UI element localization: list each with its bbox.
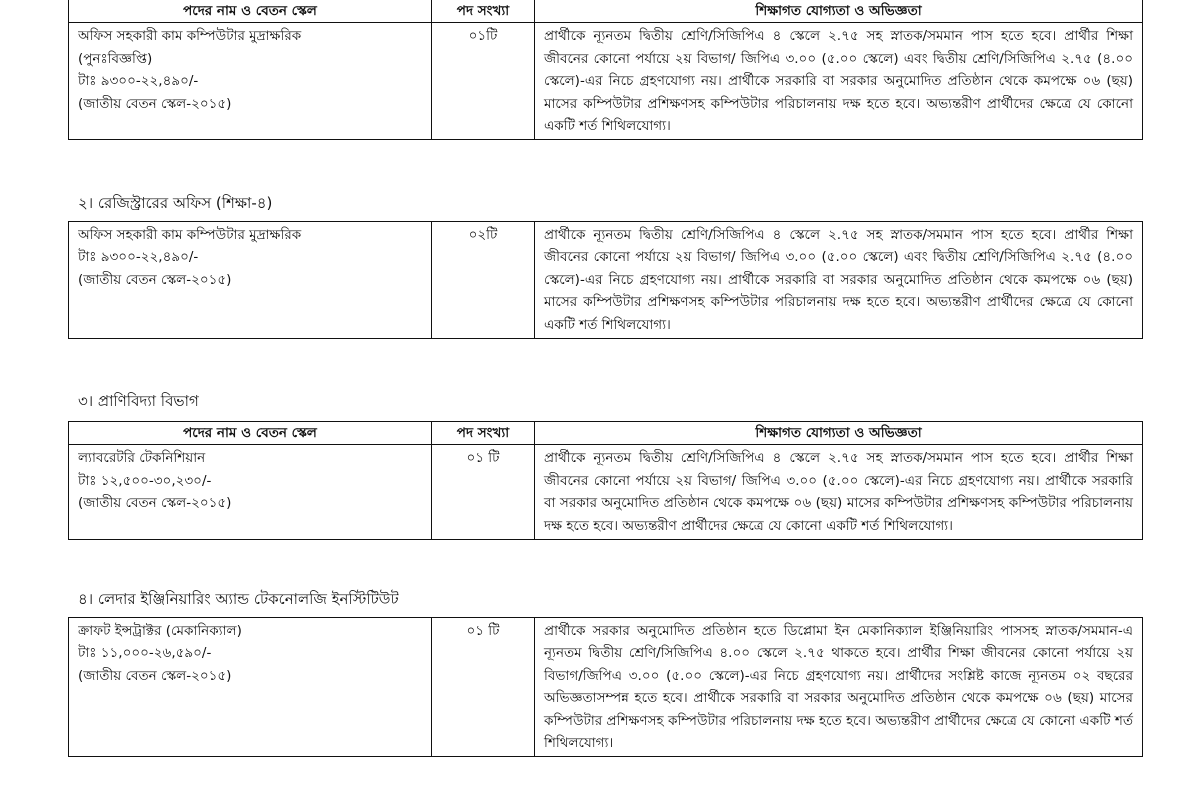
post-cell: [69, 23, 432, 140]
table-row: [69, 445, 1143, 540]
job-table-3: [68, 421, 1143, 540]
post-pay-scale: (জাতীয় বেতন স্কেল-২০১৫): [78, 271, 232, 288]
post-title: অফিস সহকারী কাম কম্পিউটার মুদ্রাক্ষরিক: [78, 28, 302, 45]
table-row: [69, 23, 1143, 140]
qualification-text: প্রার্থীকে ন্যূনতম দ্বিতীয় শ্রেণি/সিজিপিএ ৪ স্কেলে ২.৭৫ সহ স্নাতক/সমমান পাস হতে হবে। প্রার্থীর শিক্ষা জীবনের কোনো পর্যায়ে ২য় বিভাগ/ জিপিএ ৩.০০ (৫.০০ স্কেলে) এবং দ্বিতীয় শ্রেণি/সিজিপিএ ২.৭৫ (৪.০০ স্কেলে)-এর নিচে গ্রহণযোগ্য নয়। প্রার্থীকে সরকারি বা সরকার অনুমোদিত প্রতিষ্ঠান থেকে কমপক্ষে ০৬ (ছয়) মাসের কম্পিউটার প্রশিক্ষণসহ কম্পিউটার পরিচালনায় দক্ষ হতে হবে। অভ্যন্তরীণ প্রার্থীদের ক্ষেত্রে যে কোনো একটি শর্ত শিথিলযোগ্য।: [535, 23, 1143, 140]
header-post-count: পদ সংখ্যা: [432, 0, 535, 23]
post-count: ০১ টি: [432, 618, 535, 757]
post-salary: টাঃ ১১,০০০-২৬,৫৯০/-: [78, 645, 212, 662]
post-count: ০২টি: [432, 222, 535, 339]
section-3-title: ৩। প্রাণিবিদ্যা বিভাগ: [78, 392, 199, 410]
table-header-row: [69, 422, 1143, 445]
header-qualification: শিক্ষাগত যোগ্যতা ও অভিজ্ঞতা: [535, 422, 1143, 445]
post-cell: [69, 618, 432, 757]
post-cell: [69, 445, 432, 540]
section-2-title: ২। রেজিস্ট্রারের অফিস (শিক্ষা-৪): [78, 194, 273, 212]
post-salary: টাঃ ৯৩০০-২২,৪৯০/-: [78, 249, 199, 266]
qualification-text: প্রার্থীকে সরকার অনুমোদিত প্রতিষ্ঠান হতে ডিপ্লোমা ইন মেকানিক্যাল ইঞ্জিনিয়ারিং পাসসহ স্নাতক/সমমান-এ ন্যূনতম দ্বিতীয় শ্রেণি/সিজিপিএ ৪.০০ স্কেলে ২.৭৫ থাকতে হবে। প্রার্থীর শিক্ষা জীবনের কোনো পর্যায়ে ২য় বিভাগ/জিপিএ ৩.০০ (৫.০০ স্কেলে)-এর নিচে গ্রহণযোগ্য নয়। প্রার্থীদের সংশ্লিষ্ট কাজে ন্যূনতম ০২ বছরের অভিজ্ঞতাসম্পন্ন হতে হবে। প্রার্থীকে সরকারি বা সরকার অনুমোদিত প্রতিষ্ঠান থেকে কমপক্ষে ০৬ (ছয়) মাসের কম্পিউটার প্রশিক্ষণসহ কম্পিউটার পরিচালনায় দক্ষ হতে হবে। অভ্যন্তরীণ প্রার্থীদের ক্ষেত্রে যে কোনো একটি শর্ত শিথিলযোগ্য।: [535, 618, 1143, 757]
post-count: ০১টি: [432, 23, 535, 140]
post-title: ল্যাবরেটরি টেকনিশিয়ান: [78, 450, 206, 467]
post-pay-scale: (জাতীয় বেতন স্কেল-২০১৫): [78, 495, 232, 512]
table-row: [69, 222, 1143, 339]
job-table-4: [68, 617, 1143, 757]
post-pay-scale: (জাতীয় বেতন স্কেল-২০১৫): [78, 95, 232, 112]
qualification-text: প্রার্থীকে ন্যূনতম দ্বিতীয় শ্রেণি/সিজিপিএ ৪ স্কেলে ২.৭৫ সহ স্নাতক/সমমান পাস হতে হবে। প্রার্থীর শিক্ষা জীবনের কোনো পর্যায়ে ২য় বিভাগ/ জিপিএ ৩.০০ (৫.০০ স্কেলে) এবং দ্বিতীয় শ্রেণি/সিজিপিএ ২.৭৫ (৪.০০ স্কেলে)-এর নিচে গ্রহণযোগ্য নয়। প্রার্থীকে সরকারি বা সরকার অনুমোদিত প্রতিষ্ঠান থেকে কমপক্ষে ০৬ (ছয়) মাসের কম্পিউটার প্রশিক্ষণসহ কম্পিউটার পরিচালনায় দক্ষ হতে হবে। অভ্যন্তরীণ প্রার্থীদের ক্ষেত্রে যে কোনো একটি শর্ত শিথিলযোগ্য।: [535, 222, 1143, 339]
job-table-1: [68, 0, 1143, 140]
section-4-title: ৪। লেদার ইঞ্জিনিয়ারিং অ্যান্ড টেকনোলজি ইনস্টিটিউট: [78, 590, 399, 608]
table-row: [69, 618, 1143, 757]
post-salary: টাঃ ১২,৫০০-৩০,২৩০/-: [78, 472, 212, 489]
header-post-name: পদের নাম ও বেতন স্কেল: [69, 0, 432, 23]
header-post-name: পদের নাম ও বেতন স্কেল: [69, 422, 432, 445]
post-note: (পুনঃবিজ্ঞপ্তি): [78, 50, 153, 67]
header-qualification: শিক্ষাগত যোগ্যতা ও অভিজ্ঞতা: [535, 0, 1143, 23]
header-post-count: পদ সংখ্যা: [432, 422, 535, 445]
post-salary: টাঃ ৯৩০০-২২,৪৯০/-: [78, 73, 199, 90]
post-cell: [69, 222, 432, 339]
qualification-text: প্রার্থীকে ন্যূনতম দ্বিতীয় শ্রেণি/সিজিপিএ ৪ স্কেলে ২.৭৫ সহ স্নাতক/সমমান পাস হতে হবে। প্রার্থীর শিক্ষা জীবনের কোনো পর্যায়ে ২য় বিভাগ/ জিপিএ ৩.০০ (৫.০০ স্কেলে)-এর নিচে গ্রহণযোগ্য নয়। প্রার্থীকে সরকারি বা সরকার অনুমোদিত প্রতিষ্ঠান থেকে কমপক্ষে ০৬ (ছয়) মাসের কম্পিউটার প্রশিক্ষণসহ কম্পিউটার পরিচালনায় দক্ষ হতে হবে। অভ্যন্তরীণ প্রার্থীদের ক্ষেত্রে যে কোনো একটি শর্ত শিথিলযোগ্য।: [535, 445, 1143, 540]
post-title: ক্রাফট ইন্সট্রাক্টর (মেকানিক্যাল): [78, 623, 242, 639]
post-title: অফিস সহকারী কাম কম্পিউটার মুদ্রাক্ষরিক: [78, 227, 302, 243]
job-table-2: [68, 221, 1143, 339]
post-pay-scale: (জাতীয় বেতন স্কেল-২০১৫): [78, 667, 232, 684]
table-header-row: [69, 0, 1143, 23]
post-count: ০১ টি: [432, 445, 535, 540]
